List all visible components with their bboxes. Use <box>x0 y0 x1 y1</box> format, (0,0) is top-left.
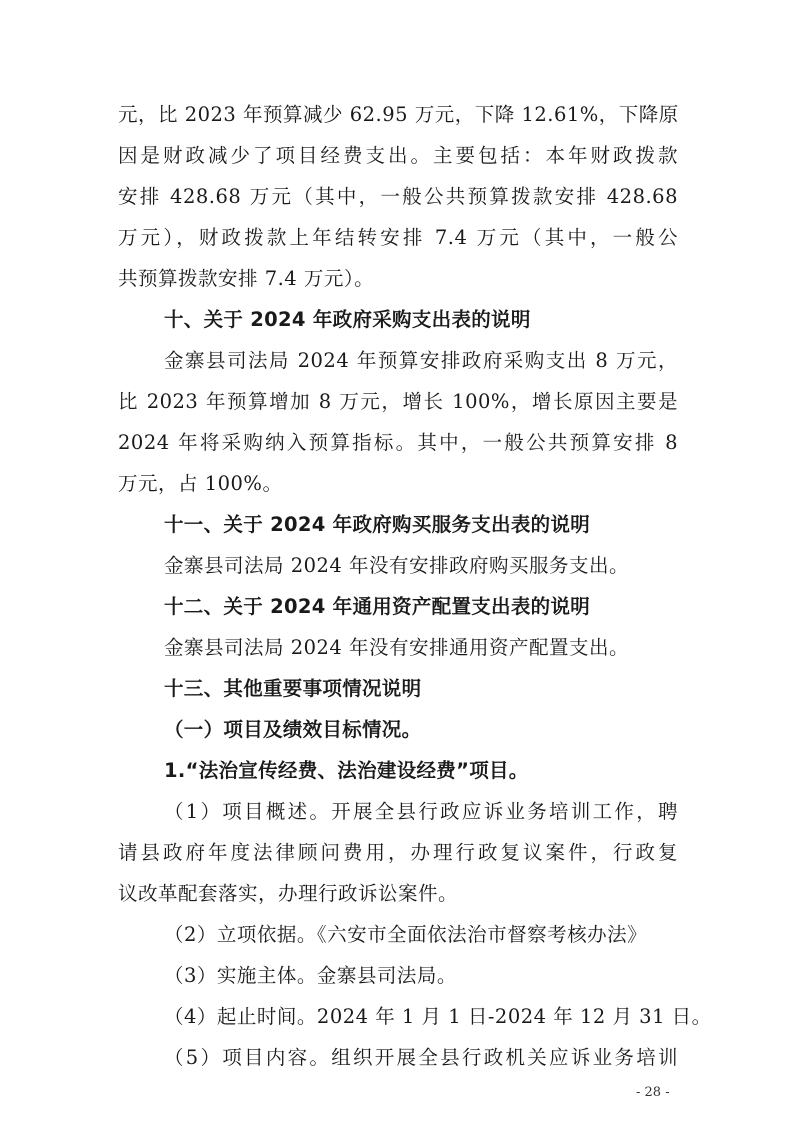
page-number: - 28 - <box>636 1085 670 1100</box>
section-heading: 十二、关于 2024 年通用资产配置支出表的说明 <box>164 595 591 618</box>
paragraph-line: 金寨县司法局 2024 年预算安排政府采购支出 8 万元， <box>164 349 678 372</box>
paragraph-line: 2024 年将采购纳入预算指标。其中，一般公共预算安排 8 <box>118 431 678 454</box>
paragraph-line: 万元，占 100%。 <box>118 472 283 495</box>
subsection-heading: （一）项目及绩效目标情况。 <box>164 718 422 741</box>
section-heading: 十、关于 2024 年政府采购支出表的说明 <box>164 308 531 331</box>
paragraph-line: 金寨县司法局 2024 年没有安排政府购买服务支出。 <box>164 554 630 577</box>
section-heading: 十三、其他重要事项情况说明 <box>164 677 422 700</box>
paragraph-line: 请县政府年度法律顾问费用，办理行政复议案件，行政复 <box>118 841 678 864</box>
item-heading: 1.“法治宣传经费、法治建设经费”项目。 <box>164 759 529 782</box>
paragraph-line: 议改革配套落实，办理行政诉讼案件。 <box>118 882 459 905</box>
paragraph-line: 安排 428.68 万元（其中，一般公共预算拨款安排 428.68 <box>118 185 678 208</box>
paragraph-line: 因是财政减少了项目经费支出。主要包括：本年财政拨款 <box>118 144 678 167</box>
paragraph-line: （2）立项依据。《六安市全面依法治市督察考核办法》 <box>164 923 648 946</box>
paragraph-line: 元，比 2023 年预算减少 62.95 万元，下降 12.61%，下降原 <box>118 103 679 126</box>
paragraph-line: （1）项目概述。开展全县行政应诉业务培训工作，聘 <box>164 800 678 823</box>
paragraph-line: 共预算拨款安排 7.4 万元）。 <box>118 267 375 290</box>
paragraph-line: 万元），财政拨款上年结转安排 7.4 万元（其中，一般公 <box>118 226 678 249</box>
paragraph-line: 比 2023 年预算增加 8 万元，增长 100%，增长原因主要是 <box>118 390 678 413</box>
paragraph-line: 金寨县司法局 2024 年没有安排通用资产配置支出。 <box>164 636 630 659</box>
section-heading: 十一、关于 2024 年政府购买服务支出表的说明 <box>164 513 591 536</box>
paragraph-line: （5）项目内容。组织开展全县行政机关应诉业务培训 <box>164 1046 678 1069</box>
paragraph-line: （4）起止时间。2024 年 1 月 1 日-2024 年 12 月 31 日。 <box>164 1005 712 1028</box>
paragraph-line: （3）实施主体。金寨县司法局。 <box>164 964 457 987</box>
